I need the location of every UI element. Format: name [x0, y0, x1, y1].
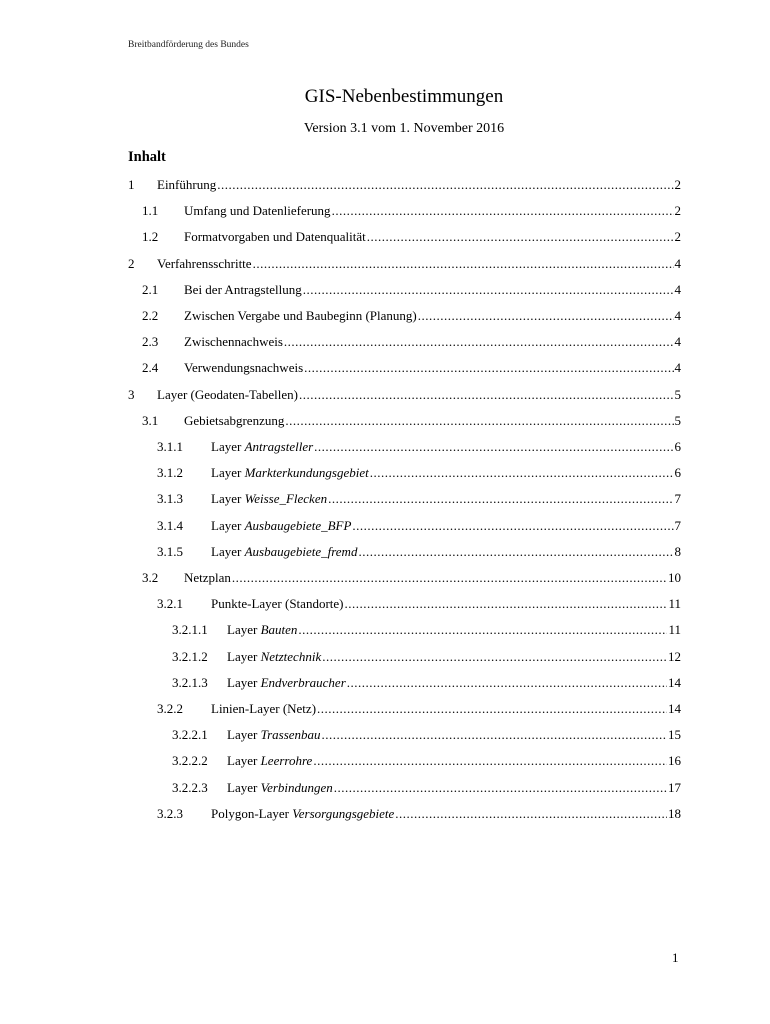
toc-entry[interactable] — [157, 438, 681, 455]
toc-entry-number: 3.1.2 — [157, 465, 183, 481]
toc-entry-title — [184, 202, 331, 219]
toc-entry-title — [227, 674, 346, 691]
toc-entry-number: 3.2.2.2 — [172, 753, 208, 769]
toc-entry-title-text: Layer — [227, 753, 261, 769]
toc-entry-title-text: Layer — [211, 439, 245, 454]
toc-entry-title-text: Layer — [227, 727, 261, 743]
toc-dot-leader — [253, 255, 674, 272]
toc-dot-leader — [303, 281, 674, 298]
toc-entry-page: 15 — [668, 727, 681, 743]
toc-entry-title — [184, 228, 366, 245]
toc-entry-page: 7 — [674, 517, 681, 533]
toc-entry-number: 1 — [128, 177, 135, 192]
toc-dot-leader — [328, 490, 673, 507]
toc-entry-page: 8 — [674, 543, 681, 559]
toc-entry-number: 2.4 — [142, 360, 159, 376]
toc-entry[interactable] — [157, 490, 681, 507]
toc-entry-title-text: Bei der Antragstellung — [184, 281, 302, 297]
toc-entry-page: 5 — [674, 412, 681, 428]
toc-entry-page: 18 — [668, 805, 681, 821]
toc-entry[interactable] — [142, 359, 681, 376]
toc-entry[interactable] — [157, 805, 681, 822]
toc-entry-number: 3.2.1.1 — [172, 622, 208, 638]
toc-entry-title — [157, 176, 216, 193]
toc-dot-leader — [317, 700, 667, 717]
toc-entry[interactable] — [157, 700, 681, 717]
toc-dot-leader — [332, 202, 674, 219]
toc-entry-title-text: Layer — [211, 517, 245, 533]
toc-entry-title — [211, 490, 327, 507]
toc-entry-number: 3.2.1.3 — [172, 674, 208, 690]
toc-entry-page: 12 — [668, 648, 681, 664]
toc-entry-title-italic: Antragsteller — [244, 439, 314, 454]
toc-entry-number: 3.1.3 — [157, 491, 183, 507]
toc-entry-title — [227, 752, 312, 769]
toc-entry-title-text: Verwendungsnachweis — [184, 360, 304, 376]
toc-entry-page: 17 — [668, 779, 681, 795]
toc-dot-leader — [367, 228, 674, 245]
toc-dot-leader — [285, 412, 673, 429]
toc-entry-title-italic: Netztechnik — [260, 648, 322, 664]
toc-entry[interactable] — [172, 621, 681, 638]
toc-entry-number: 2.2 — [142, 308, 159, 323]
toc-dot-leader — [284, 333, 674, 350]
toc-entry[interactable] — [157, 464, 681, 481]
toc-entry-title-italic: Markterkundungsgebiet — [244, 465, 369, 481]
toc-entry-page: 4 — [674, 281, 681, 297]
toc-dot-leader — [344, 595, 667, 612]
toc-entry[interactable] — [172, 648, 681, 665]
toc-entry-title-text: Layer — [211, 543, 245, 559]
toc-entry[interactable] — [142, 281, 681, 298]
toc-dot-leader — [314, 438, 673, 455]
toc-dot-leader — [313, 752, 667, 769]
toc-entry[interactable] — [128, 176, 681, 193]
toc-entry-number: 3 — [128, 386, 135, 402]
toc-entry-title-text: Netzplan — [184, 570, 231, 585]
toc-entry-title — [184, 412, 284, 429]
toc-dot-leader — [299, 386, 674, 403]
toc-entry-number: 3.1.5 — [157, 543, 183, 559]
toc-entry-number: 3.2.1.2 — [172, 648, 208, 664]
toc-entry-title-text: Verfahrensschritte — [157, 255, 252, 271]
toc-dot-leader — [418, 307, 674, 324]
toc-entry-title-italic: Bauten — [260, 622, 298, 638]
toc-entry[interactable] — [142, 228, 681, 245]
toc-entry-number: 3.2.2.3 — [172, 779, 208, 795]
toc-entry-number: 2 — [128, 255, 135, 271]
toc-entry-title-text: Zwischennachweis — [184, 334, 283, 350]
toc-entry-number: 3.2.2 — [157, 701, 183, 716]
document-version: Version 3.1 vom 1. November 2016 — [303, 121, 505, 136]
toc-entry-number: 2.3 — [142, 334, 159, 350]
page-number: 1 — [672, 950, 679, 965]
toc-dot-leader — [217, 176, 673, 193]
toc-entry[interactable] — [157, 595, 681, 612]
toc-entry-page: 14 — [668, 701, 681, 716]
toc-entry-title-text: Layer — [211, 491, 245, 507]
toc-entry-title-italic: Versorgungsgebiete — [292, 805, 395, 821]
document-title: GIS-Nebenbestimmungen — [304, 86, 504, 107]
toc-entry[interactable] — [142, 333, 681, 350]
toc-entry-title — [211, 517, 351, 534]
toc-entry-title-text: Formatvorgaben und Datenqualität — [184, 229, 366, 245]
toc-entry-title-text: Linien-Layer (Netz) — [211, 701, 317, 716]
toc-entry-number: 3.1.1 — [157, 439, 183, 454]
toc-entry-title-text: Zwischen Vergabe und Baubeginn (Planung) — [184, 308, 417, 323]
toc-entry-title-text: Umfang und Datenlieferung — [184, 203, 331, 219]
toc-entry-page: 10 — [668, 570, 681, 585]
toc-entry[interactable] — [142, 569, 681, 586]
toc-entry-page: 4 — [674, 255, 681, 271]
toc-entry-title — [184, 307, 417, 324]
toc-dot-leader — [347, 674, 667, 691]
toc-entry-title-italic: Weisse_Flecken — [244, 491, 328, 507]
toc-entry-title — [227, 648, 321, 665]
toc-entry[interactable] — [142, 202, 681, 219]
toc-entry[interactable] — [172, 726, 681, 743]
toc-entry[interactable] — [142, 412, 681, 429]
toc-entry-page: 2 — [674, 229, 681, 245]
toc-entry-title — [184, 569, 231, 586]
toc-entry[interactable] — [128, 255, 681, 272]
toc-heading: Inhalt — [128, 149, 166, 165]
toc-entry-page: 4 — [674, 334, 681, 350]
toc-entry-title — [227, 779, 333, 796]
toc-entry-title — [211, 438, 313, 455]
toc-dot-leader — [322, 726, 667, 743]
toc-dot-leader — [358, 543, 673, 560]
toc-entry-title-text: Layer — [211, 465, 245, 481]
toc-entry-title-italic: Trassenbau — [260, 727, 321, 743]
toc-entry-title-italic: Ausbaugebiete_fremd — [244, 543, 358, 559]
toc-entry-title — [227, 621, 297, 638]
toc-entry-title-italic: Leerrohre — [260, 753, 313, 769]
toc-entry-number: 3.2 — [142, 570, 159, 585]
toc-entry-title-italic: Endverbraucher — [260, 674, 346, 690]
toc-entry-title-text: Gebietsabgrenzung — [184, 412, 285, 428]
toc-entry-page: 6 — [674, 439, 681, 454]
toc-entry-title — [211, 464, 369, 481]
toc-entry-page: 2 — [674, 177, 681, 192]
toc-dot-leader — [334, 779, 667, 796]
toc-entry-title-text: Layer — [227, 674, 261, 690]
toc-entry-title-italic: Verbindungen — [260, 779, 333, 795]
toc-entry-page: 11 — [668, 596, 681, 612]
toc-entry-title-text: Layer (Geodaten-Tabellen) — [157, 386, 298, 402]
toc-entry[interactable] — [157, 543, 681, 560]
toc-entry-title — [184, 359, 303, 376]
toc-entry-number: 1.2 — [142, 229, 159, 245]
toc-entry-title-text: Layer — [227, 648, 261, 664]
toc-entry-title — [227, 726, 321, 743]
toc-entry-title-italic: Ausbaugebiete_BFP — [244, 517, 352, 533]
toc-entry-title — [184, 281, 302, 298]
toc-entry-number: 3.1 — [142, 412, 159, 428]
toc-entry-title — [184, 333, 283, 350]
toc-dot-leader — [304, 359, 673, 376]
toc-entry-number: 3.2.2.1 — [172, 727, 208, 743]
toc-entry-title-text: Punkte-Layer (Standorte) — [211, 596, 344, 612]
toc-entry-page: 4 — [674, 308, 681, 323]
toc-entry-number: 3.2.3 — [157, 805, 183, 821]
toc-dot-leader — [298, 621, 667, 638]
toc-dot-leader — [322, 648, 667, 665]
toc-entry[interactable] — [172, 674, 681, 691]
toc-entry[interactable] — [172, 752, 681, 769]
toc-entry-title — [211, 595, 343, 612]
toc-entry-page: 7 — [674, 491, 681, 507]
toc-entry-title-text: Polygon-Layer — [211, 805, 293, 821]
toc-entry[interactable] — [128, 386, 681, 403]
toc-entry-number: 3.1.4 — [157, 517, 183, 533]
toc-entry-number: 3.2.1 — [157, 596, 183, 612]
toc-entry-page: 2 — [674, 203, 681, 219]
toc-entry-title-text: Layer — [227, 622, 261, 638]
toc-entry-title-text: Layer — [227, 779, 261, 795]
toc-entry-page: 6 — [674, 465, 681, 481]
toc-entry-title-text: Einführung — [157, 177, 217, 192]
toc-entry-title — [211, 700, 316, 717]
toc-entry-number: 1.1 — [142, 203, 159, 219]
toc-entry-title — [157, 255, 252, 272]
toc-dot-leader — [232, 569, 667, 586]
toc-entry-page: 4 — [674, 360, 681, 376]
toc-entry[interactable] — [172, 779, 681, 796]
toc-entry-page: 5 — [674, 386, 681, 402]
toc-entry-page: 16 — [668, 753, 681, 769]
toc-dot-leader — [395, 805, 667, 822]
toc-entry-title — [211, 805, 394, 822]
toc-dot-leader — [352, 517, 673, 534]
toc-entry-title — [211, 543, 357, 560]
toc-entry-title — [157, 386, 298, 403]
toc-dot-leader — [370, 464, 674, 481]
toc-entry-page: 14 — [668, 674, 681, 690]
running-header: Breitbandförderung des Bundes — [128, 40, 249, 50]
toc-entry-page: 11 — [668, 622, 681, 638]
toc-entry[interactable] — [157, 517, 681, 534]
toc-entry-number: 2.1 — [142, 281, 159, 297]
toc-entry[interactable] — [142, 307, 681, 324]
